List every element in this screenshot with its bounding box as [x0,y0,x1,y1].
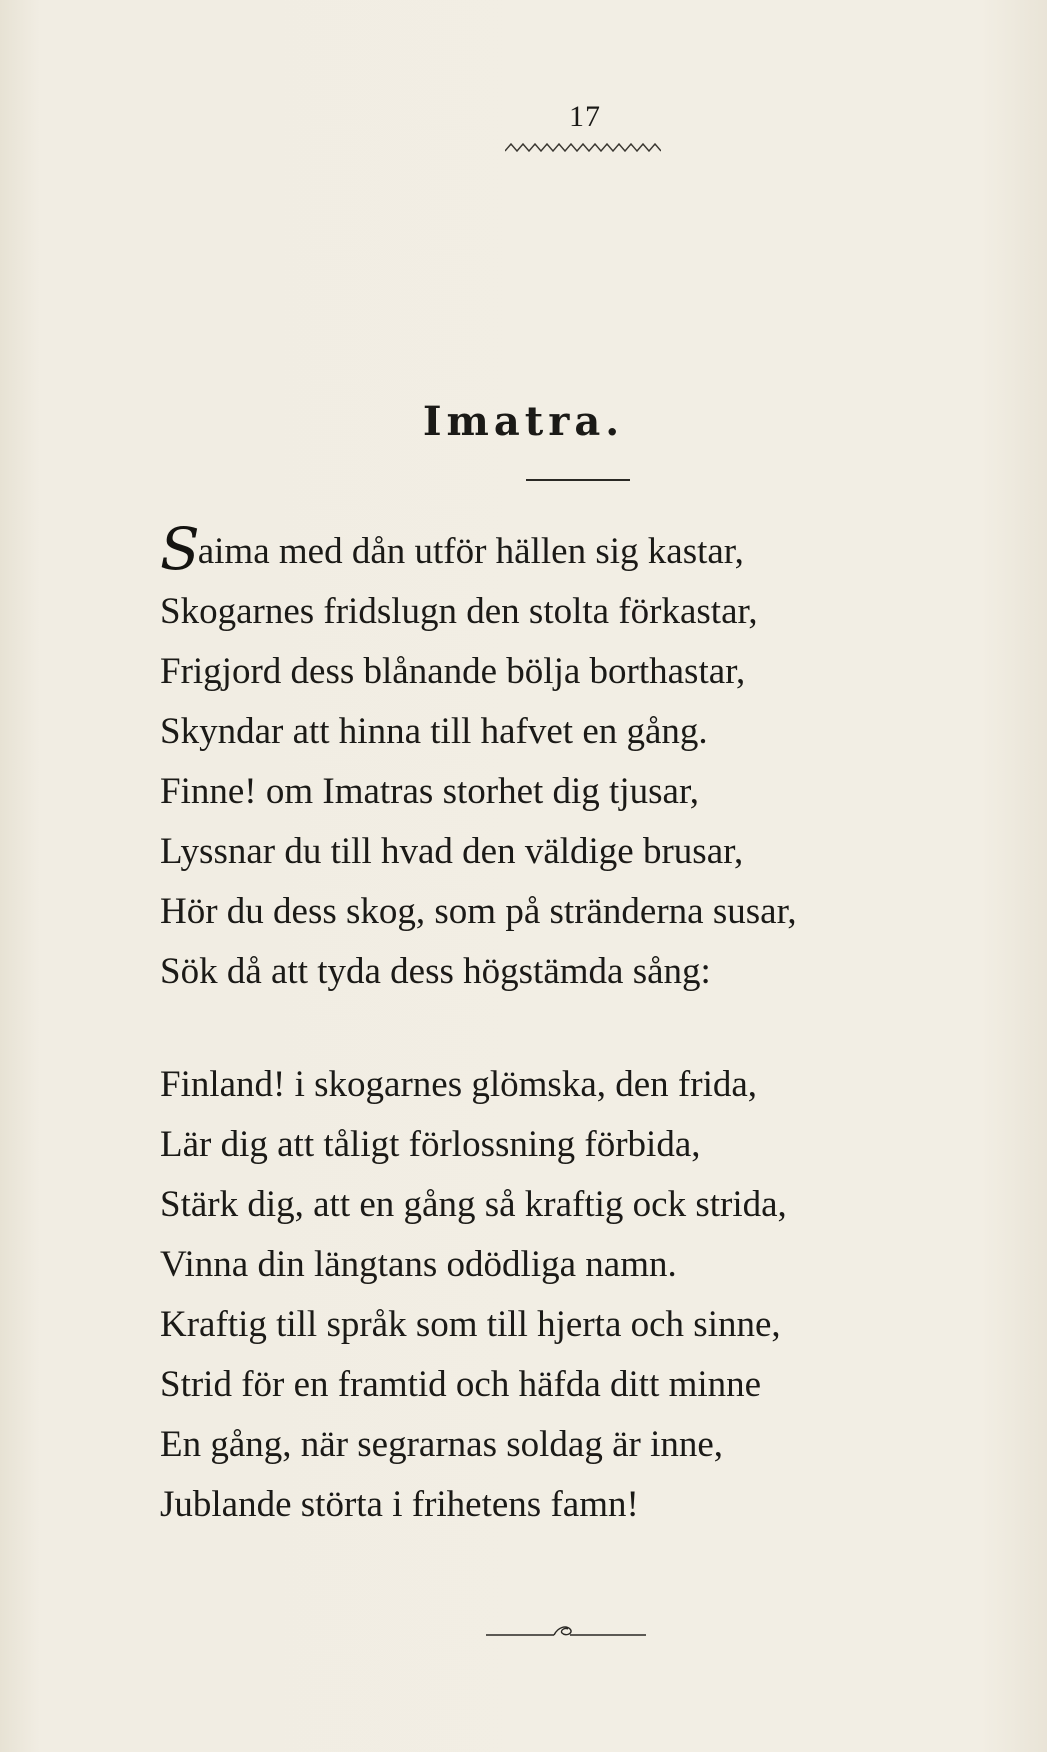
drop-cap-initial: S [160,515,200,583]
poem-line: Strid för en framtid och häfda ditt minne [160,1364,762,1405]
zigzag-ornament-icon [505,140,661,154]
poem-line: Hör du dess skog, som på stränderna susar, [160,891,797,932]
poem-line-1 [160,515,1000,583]
poem-line: Stärk dig, att en gång så kraftig ock strida, [160,1184,787,1225]
first-line-text: aima med dån utför hällen sig kastar, [197,531,744,572]
poem-line: Sök då att tyda dess högstämda sång: [160,951,711,992]
page-number: 17 [569,100,601,133]
poem-line: Lyssnar du till hvad den väldige brusar, [160,831,744,872]
end-flourish-icon [486,1621,646,1641]
poem-line: Frigjord dess blånande bölja borthastar, [160,651,746,692]
poem-line: Lär dig att tåligt förlossning förbida, [160,1124,701,1165]
title-rule [526,479,630,481]
poem-line: Finne! om Imatras storhet dig tjusar, [160,771,700,812]
poem-line: En gång, när segrarnas soldag är inne, [160,1424,724,1465]
poem-line: Skogarnes fridslugn den stolta förkastar, [160,591,758,632]
stanza-2 [160,1055,1000,1535]
poem-line: Skyndar att hinna till hafvet en gång. [160,711,708,752]
poem-line: Kraftig till språk som till hjerta och sinne, [160,1304,781,1345]
stanza-1 [160,515,1000,1002]
poem-line: Jublande störta i frihetens famn! [160,1484,639,1525]
poem-title: Imatra. [422,398,625,445]
poem-line: Vinna din längtans odödliga namn. [160,1244,677,1285]
poem-line: Finland! i skogarnes glömska, den frida, [160,1064,758,1105]
